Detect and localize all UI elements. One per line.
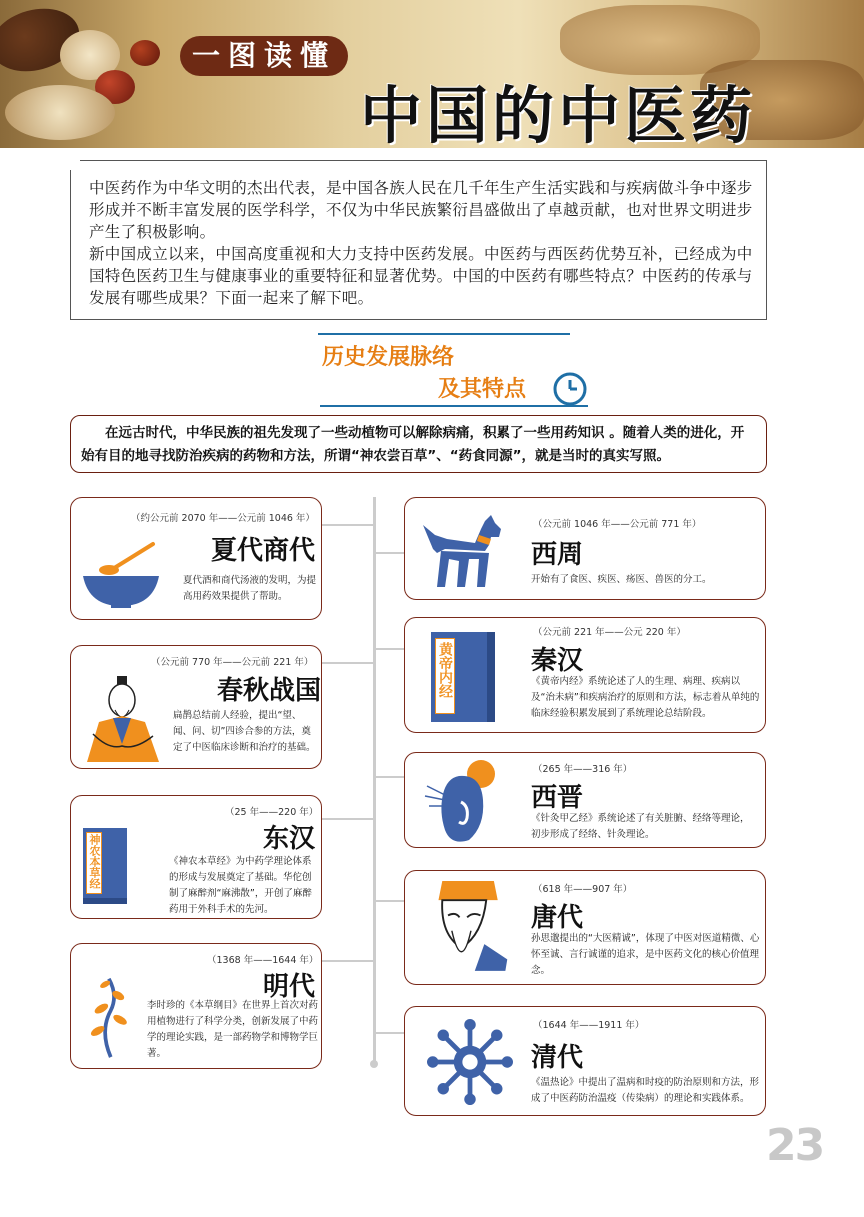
sub-title-badge: 一图读懂 bbox=[180, 36, 348, 76]
period-date: （公元前 770 年——公元前 221 年） bbox=[151, 657, 314, 668]
timeline-card-xia-shang bbox=[70, 497, 322, 620]
virus-icon bbox=[427, 1019, 513, 1105]
timeline-card-xi-jin bbox=[404, 752, 766, 848]
timeline-tick bbox=[376, 648, 404, 650]
period-name: 春秋战国 bbox=[217, 676, 322, 706]
period-name: 东汉 bbox=[263, 824, 316, 854]
timeline-tick bbox=[322, 818, 374, 820]
timeline-card-qin-han bbox=[404, 617, 766, 733]
period-date: （1368 年——1644 年） bbox=[207, 955, 319, 966]
dog-icon bbox=[419, 506, 519, 592]
clock-icon bbox=[553, 372, 587, 406]
divider bbox=[318, 333, 570, 335]
timeline-tick bbox=[376, 900, 404, 902]
period-desc: 《温热论》中提出了温病和时疫的防治原则和方法，形成了中医药防治温疫（传染病）的理论和实践体系。 bbox=[531, 1077, 760, 1104]
spoon-bowl-icon bbox=[81, 540, 161, 610]
period-desc: 《针灸甲乙经》系统论述了有关脏腑、经络等理论，初步形成了经络、针灸理论。 bbox=[531, 813, 750, 840]
book-icon bbox=[431, 632, 495, 722]
period-desc: 开始有了食医、疾医、疡医、兽医的分工。 bbox=[531, 574, 712, 585]
period-desc: 《神农本草经》为中药学理论体系的形成与发展奠定了基础。华佗创制了麻醉剂“麻沸散”，开创了麻醉药用于外科手术的先河。 bbox=[169, 856, 312, 915]
period-date: （25 年——220 年） bbox=[225, 807, 319, 818]
period-date: （265 年——316 年） bbox=[533, 764, 633, 775]
timeline-card-tang bbox=[404, 870, 766, 985]
page-title: 中国的中医药 bbox=[360, 79, 757, 152]
timeline-tick bbox=[322, 524, 374, 526]
timeline-tick bbox=[322, 960, 374, 962]
timeline-axis bbox=[373, 497, 376, 1065]
book-icon bbox=[83, 828, 127, 904]
period-desc: 扁鹊总结前人经验，提出“望、闻、问、切”四诊合参的方法，奠定了中医临床诊断和治疗的基础。 bbox=[173, 710, 316, 753]
jujube-icon bbox=[130, 40, 160, 66]
timeline-tick bbox=[322, 662, 374, 664]
scholar-icon bbox=[79, 674, 169, 764]
period-desc: 夏代酒和商代汤液的发明，为提高用药效果提供了帮助。 bbox=[183, 575, 317, 602]
period-date: （618 年——907 年） bbox=[533, 884, 633, 895]
herb-plant-icon bbox=[79, 974, 135, 1060]
period-name: 唐代 bbox=[531, 903, 584, 933]
book-title: 神农本草经 bbox=[88, 834, 101, 889]
period-name: 明代 bbox=[263, 972, 316, 1002]
timeline-tick bbox=[376, 776, 404, 778]
timeline-card-ming bbox=[70, 943, 322, 1069]
intro-paragraph-1: 中医药作为中华文明的杰出代表，是中国各族人民在几千年生产生活实践和与疾病做斗争中逐步形成并不断丰富发展的医学科学，不仅为中华民族繁衍昌盛做出了卓越贡献，也对世界文明进步产生了积极影响。 bbox=[89, 179, 753, 241]
divider bbox=[320, 405, 588, 407]
period-date: （公元前 1046 年——公元前 771 年） bbox=[533, 519, 702, 530]
timeline-dot bbox=[370, 1060, 378, 1068]
intro-box bbox=[70, 160, 767, 320]
origin-box bbox=[70, 415, 767, 473]
book-title: 黄帝内经 bbox=[437, 642, 453, 698]
period-name: 秦汉 bbox=[531, 646, 584, 676]
timeline-card-qing bbox=[404, 1006, 766, 1116]
intro-paragraph-2: 新中国成立以来，中国高度重视和大力支持中医药发展。中医药与西医药优势互补，已经成为中国特色医药卫生与健康事业的重要特征和显著优势。中国的中医药有哪些特点？中医药的传承与发展有哪些成果？下面一起来了解下吧。 bbox=[89, 245, 753, 307]
page-number: 23 bbox=[766, 1120, 824, 1171]
timeline-tick bbox=[376, 1032, 404, 1034]
section-title-line-2: 及其特点 bbox=[438, 376, 527, 402]
origin-text: 在远古时代，中华民族的祖先发现了一些动植物可以解除病痛，积累了一些用药知识 。随着人类的进化，开始有目的地寻找防治疾病的药物和方法，所谓“神农尝百草”、“药食同源”，就是当时的真实写照。 bbox=[81, 425, 745, 464]
period-desc: 《黄帝内经》系统论述了人的生理、病理、疾病以及“治未病”和疾病治疗的原则和方法，标志着从单纯的临床经验积累发展到了系统理论总结阶段。 bbox=[531, 676, 760, 719]
timeline-card-dong-han bbox=[70, 795, 322, 919]
section-title-line-1: 历史发展脉络 bbox=[322, 344, 455, 370]
herb-slice-icon bbox=[5, 85, 115, 140]
period-date: （公元前 221 年——公元 220 年） bbox=[533, 627, 686, 638]
timeline-card-xi-zhou bbox=[404, 497, 766, 600]
period-name: 西晋 bbox=[531, 783, 584, 813]
period-name: 西周 bbox=[531, 540, 584, 570]
acupuncture-icon bbox=[423, 755, 503, 847]
sun-simiao-icon bbox=[427, 875, 513, 975]
timeline-card-chunqiu bbox=[70, 645, 322, 769]
period-date: （1644 年——1911 年） bbox=[533, 1020, 645, 1031]
period-date: （约公元前 2070 年——公元前 1046 年） bbox=[131, 513, 315, 524]
period-name: 清代 bbox=[531, 1043, 584, 1073]
period-name: 夏代商代 bbox=[211, 536, 316, 566]
period-desc: 李时珍的《本草纲目》在世界上首次对药用植物进行了科学分类，创新发展了中药学的理论实践，是一部药物学和博物学巨著。 bbox=[147, 1000, 319, 1059]
period-desc: 孙思邈提出的“大医精诚”，体现了中医对医道精微、心怀至诚、言行诚谨的追求，是中医药文化的核心价值理念。 bbox=[531, 933, 760, 976]
timeline-tick bbox=[376, 552, 404, 554]
